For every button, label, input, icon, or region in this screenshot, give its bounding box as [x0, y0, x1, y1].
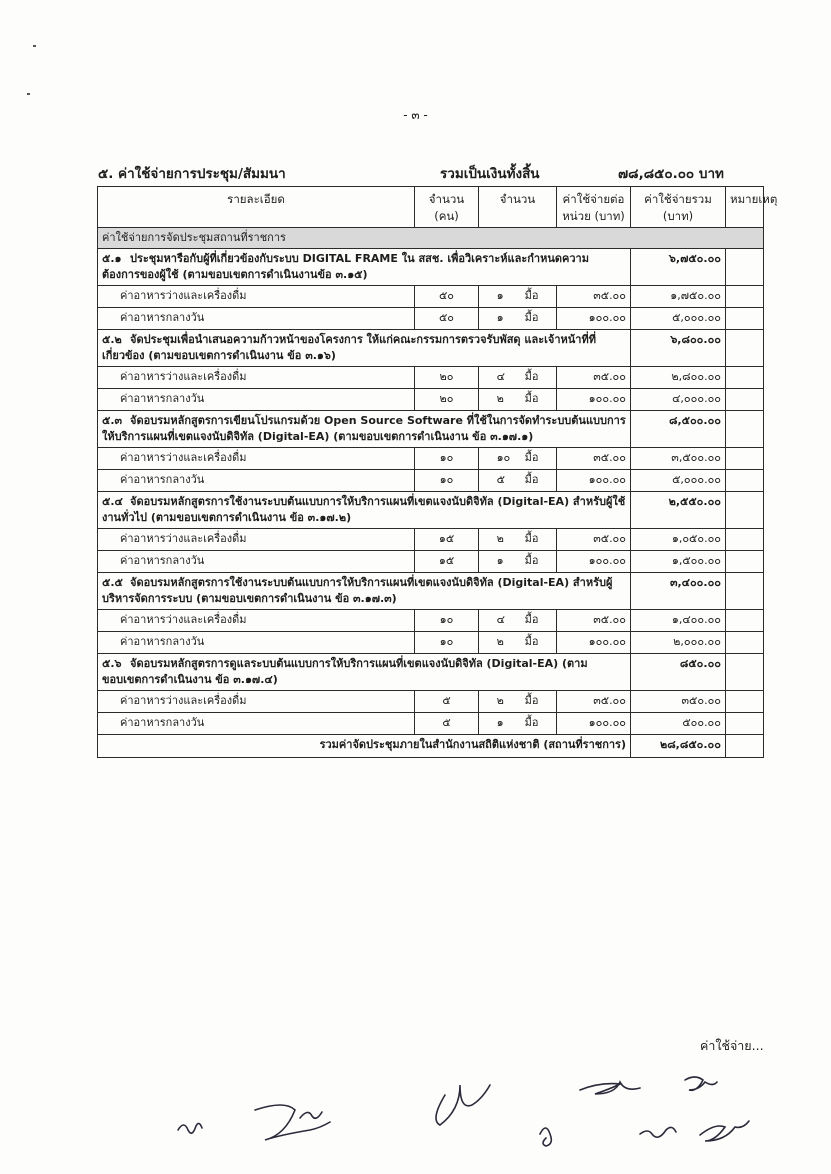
meal-count: [479, 529, 557, 551]
item-code: ๕.๑: [102, 252, 122, 265]
people-count: ๑๕: [415, 551, 479, 573]
header-unit-cost: ค่าใช้จ่ายต่อหน่วย (บาท): [557, 187, 631, 228]
line-total: ๕๐๐.๐๐: [631, 713, 726, 735]
line-remark: [726, 551, 764, 573]
item-code: ๕.๓: [102, 414, 123, 427]
unit-cost: ๓๕.๐๐: [557, 286, 631, 308]
meal-count: [479, 713, 557, 735]
unit-cost: ๑๐๐.๐๐: [557, 632, 631, 654]
table-header-row: [98, 187, 764, 228]
item-description: [98, 492, 631, 529]
people-count: ๕๐: [415, 286, 479, 308]
expense-name: ค่าอาหารกลางวัน: [98, 389, 415, 411]
item-code: ๕.๔: [102, 495, 123, 508]
line-total: ๒,๘๐๐.๐๐: [631, 367, 726, 389]
meal-count: [479, 286, 557, 308]
people-count: ๑๕: [415, 529, 479, 551]
line-remark: [726, 389, 764, 411]
meal-number: ๔: [496, 613, 505, 626]
item-description: [98, 249, 631, 286]
item-code: ๕.๖: [102, 657, 122, 670]
table-row: [98, 632, 764, 654]
total-label: รวมเป็นเงินทั้งสิ้น: [440, 166, 540, 182]
meal-count: [479, 551, 557, 573]
table-row: [98, 691, 764, 713]
line-remark: [726, 470, 764, 492]
header-remark: หมายเหตุ: [726, 187, 764, 228]
header-total-cost: ค่าใช้จ่ายรวม (บาท): [631, 187, 726, 228]
table-row: [98, 713, 764, 735]
expense-name: ค่าอาหารว่างและเครื่องดื่ม: [98, 286, 415, 308]
people-count: ๒๐: [415, 367, 479, 389]
item-total: ๖,๗๕๐.๐๐: [631, 249, 726, 286]
line-total: ๑,๐๕๐.๐๐: [631, 529, 726, 551]
item-total: ๒,๕๕๐.๐๐: [631, 492, 726, 529]
item-remark: [726, 249, 764, 286]
meal-count: [479, 691, 557, 713]
item-description: [98, 573, 631, 610]
people-count: ๑๐: [415, 632, 479, 654]
item-remark: [726, 573, 764, 610]
continued-text: ค่าใช้จ่าย...: [700, 1038, 764, 1053]
meal-count: [479, 632, 557, 654]
meal-number: ๒: [496, 532, 504, 545]
item-total: ๓,๔๐๐.๐๐: [631, 573, 726, 610]
unit-cost: ๓๕.๐๐: [557, 448, 631, 470]
meal-unit: มื้อ: [524, 311, 539, 324]
meal-number: ๑: [496, 716, 504, 729]
item-total: ๘,๕๐๐.๐๐: [631, 411, 726, 448]
unit-cost: ๑๐๐.๐๐: [557, 389, 631, 411]
item-row: [98, 249, 764, 286]
line-total: ๕,๐๐๐.๐๐: [631, 470, 726, 492]
line-remark: [726, 448, 764, 470]
item-title: จัดอบรมหลักสูตรการใช้งานระบบต้นแบบการให้บริการแผนที่เขตแจงนับดิจิทัล (Digital-EA) สำหรับผู้ใช้งานทั่วไป (ตามขอบเขตการดำเนินงาน ข้อ ๓.๑๗.๒): [102, 495, 626, 524]
header-people: จำนวน (คน): [415, 187, 479, 228]
line-total: ๕,๐๐๐.๐๐: [631, 308, 726, 330]
meal-count: [479, 308, 557, 330]
meal-number: ๕: [496, 473, 505, 486]
meal-number: ๒: [496, 635, 504, 648]
table-row: [98, 448, 764, 470]
line-total: ๒,๐๐๐.๐๐: [631, 632, 726, 654]
unit-cost: ๓๕.๐๐: [557, 529, 631, 551]
item-total: ๖,๘๐๐.๐๐: [631, 330, 726, 367]
unit-cost: ๑๐๐.๐๐: [557, 551, 631, 573]
meal-count: [479, 389, 557, 411]
line-remark: [726, 632, 764, 654]
line-total: ๑,๕๐๐.๐๐: [631, 551, 726, 573]
item-title: จัดอบรมหลักสูตรการเขียนโปรแกรมด้วย Open Source Software ที่ใช้ในการจัดทำระบบต้นแบบการให้บริการแผนที่เขตแจงนับดิจิทัล (Digital-EA) (ตามขอบเขตการดำเนินงาน ข้อ ๓.๑๗.๑): [102, 414, 626, 443]
expense-name: ค่าอาหารกลางวัน: [98, 308, 415, 330]
meal-unit: มื้อ: [524, 532, 539, 545]
meal-number: ๑: [496, 554, 504, 567]
section-heading: [98, 162, 758, 184]
budget-table: [97, 186, 778, 758]
line-remark: [726, 286, 764, 308]
table-row: [98, 367, 764, 389]
expense-name: ค่าอาหารกลางวัน: [98, 713, 415, 735]
expense-name: ค่าอาหารว่างและเครื่องดื่ม: [98, 691, 415, 713]
item-remark: [726, 411, 764, 448]
table-row: [98, 308, 764, 330]
line-total: ๑,๔๐๐.๐๐: [631, 610, 726, 632]
meal-unit: มื้อ: [524, 716, 539, 729]
signatures: [160, 1050, 800, 1160]
meal-unit: มื้อ: [524, 451, 539, 464]
item-remark: [726, 492, 764, 529]
item-row: [98, 573, 764, 610]
line-remark: [726, 691, 764, 713]
section-title: ๕. ค่าใช้จ่ายการประชุม/สัมมนา: [98, 166, 286, 182]
margin-mark: [33, 45, 36, 47]
grand-total-remark: [726, 735, 764, 758]
people-count: ๕: [415, 691, 479, 713]
people-count: ๕๐: [415, 308, 479, 330]
item-description: [98, 654, 631, 691]
meal-number: ๑๐: [496, 451, 511, 464]
signature-scribbles: [160, 1050, 800, 1160]
header-detail: รายละเอียด: [98, 187, 415, 228]
meal-count: [479, 610, 557, 632]
line-remark: [726, 713, 764, 735]
line-total: ๓๕๐.๐๐: [631, 691, 726, 713]
item-title: จัดประชุมเพื่อนำเสนอความก้าวหน้าของโครงการ ให้แก่คณะกรรมการตรวจรับพัสดุ และเจ้าหน้าที่ที่เกี่ยวข้อง (ตามขอบเขตการดำเนินงาน ข้อ ๓.๑๖): [102, 333, 596, 362]
table-row: [98, 286, 764, 308]
item-title: ประชุมหารือกับผู้ที่เกี่ยวข้องกับระบบ DIGITAL FRAME ใน สสช. เพื่อวิเคราะห์และกำหนดความต้องการของผู้ใช้ (ตามขอบเขตการดำเนินงานข้อ ๓.๑๕): [102, 252, 589, 281]
table-row: [98, 470, 764, 492]
table-row: [98, 389, 764, 411]
expense-name: ค่าอาหารว่างและเครื่องดื่ม: [98, 610, 415, 632]
line-remark: [726, 367, 764, 389]
meal-unit: มื้อ: [524, 554, 539, 567]
unit-cost: ๑๐๐.๐๐: [557, 308, 631, 330]
meal-number: ๔: [496, 370, 505, 383]
item-code: ๕.๒: [102, 333, 122, 346]
unit-cost: ๓๕.๐๐: [557, 367, 631, 389]
table-row: [98, 529, 764, 551]
unit-cost: ๑๐๐.๐๐: [557, 713, 631, 735]
item-row: [98, 411, 764, 448]
grand-total-value: ๒๘,๘๕๐.๐๐: [631, 735, 726, 758]
expense-name: ค่าอาหารว่างและเครื่องดื่ม: [98, 529, 415, 551]
meal-number: ๒: [496, 694, 504, 707]
meal-number: ๑: [496, 289, 504, 302]
people-count: ๑๐: [415, 448, 479, 470]
grand-total-row: [98, 735, 764, 758]
item-row: [98, 654, 764, 691]
expense-name: ค่าอาหารว่างและเครื่องดื่ม: [98, 367, 415, 389]
meal-count: [479, 367, 557, 389]
people-count: ๒๐: [415, 389, 479, 411]
meal-count: [479, 470, 557, 492]
meal-count: [479, 448, 557, 470]
meal-number: ๑: [496, 311, 504, 324]
item-row: [98, 330, 764, 367]
line-total: ๑,๗๕๐.๐๐: [631, 286, 726, 308]
item-code: ๕.๕: [102, 576, 123, 589]
meal-unit: มื้อ: [524, 370, 539, 383]
grand-total-label: รวมค่าจัดประชุมภายในสำนักงานสถิติแห่งชาติ (สถานที่ราชการ): [98, 735, 631, 758]
unit-cost: ๓๕.๐๐: [557, 691, 631, 713]
table-row: [98, 551, 764, 573]
expense-name: ค่าอาหารว่างและเครื่องดื่ม: [98, 448, 415, 470]
expense-name: ค่าอาหารกลางวัน: [98, 632, 415, 654]
meal-unit: มื้อ: [524, 392, 539, 405]
people-count: ๕: [415, 713, 479, 735]
item-remark: [726, 330, 764, 367]
meal-unit: มื้อ: [524, 289, 539, 302]
total-value: ๗๘,๘๕๐.๐๐ บาท: [618, 166, 724, 182]
expense-name: ค่าอาหารกลางวัน: [98, 470, 415, 492]
line-total: ๓,๕๐๐.๐๐: [631, 448, 726, 470]
page-number: - ๓ -: [403, 108, 428, 122]
line-remark: [726, 529, 764, 551]
meal-unit: มื้อ: [524, 613, 539, 626]
item-remark: [726, 654, 764, 691]
people-count: ๑๐: [415, 470, 479, 492]
unit-cost: ๑๐๐.๐๐: [557, 470, 631, 492]
line-total: ๔,๐๐๐.๐๐: [631, 389, 726, 411]
item-row: [98, 492, 764, 529]
line-remark: [726, 308, 764, 330]
unit-cost: ๓๕.๐๐: [557, 610, 631, 632]
line-remark: [726, 610, 764, 632]
expense-name: ค่าอาหารกลางวัน: [98, 551, 415, 573]
table-row: [98, 610, 764, 632]
item-description: [98, 411, 631, 448]
people-count: ๑๐: [415, 610, 479, 632]
margin-mark: [27, 93, 30, 95]
item-total: ๘๕๐.๐๐: [631, 654, 726, 691]
meal-unit: มื้อ: [524, 635, 539, 648]
header-count: จำนวน: [479, 187, 557, 228]
item-description: [98, 330, 631, 367]
meal-unit: มื้อ: [524, 694, 539, 707]
meal-unit: มื้อ: [524, 473, 539, 486]
meal-number: ๒: [496, 392, 504, 405]
section-row: [98, 228, 764, 249]
section-title-cell: ค่าใช้จ่ายการจัดประชุมสถานที่ราชการ: [98, 228, 764, 249]
item-title: จัดอบรมหลักสูตรการใช้งานระบบต้นแบบการให้บริการแผนที่เขตแจงนับดิจิทัล (Digital-EA) สำหรับผู้บริหารจัดการระบบ (ตามขอบเขตการดำเนินงาน ข้อ ๓.๑๗.๓): [102, 576, 613, 605]
item-title: จัดอบรมหลักสูตรการดูแลระบบต้นแบบการให้บริการแผนที่เขตแจงนับดิจิทัล (Digital-EA) (ตามขอบเขตการดำเนินงาน ข้อ ๓.๑๗.๔): [102, 657, 588, 686]
